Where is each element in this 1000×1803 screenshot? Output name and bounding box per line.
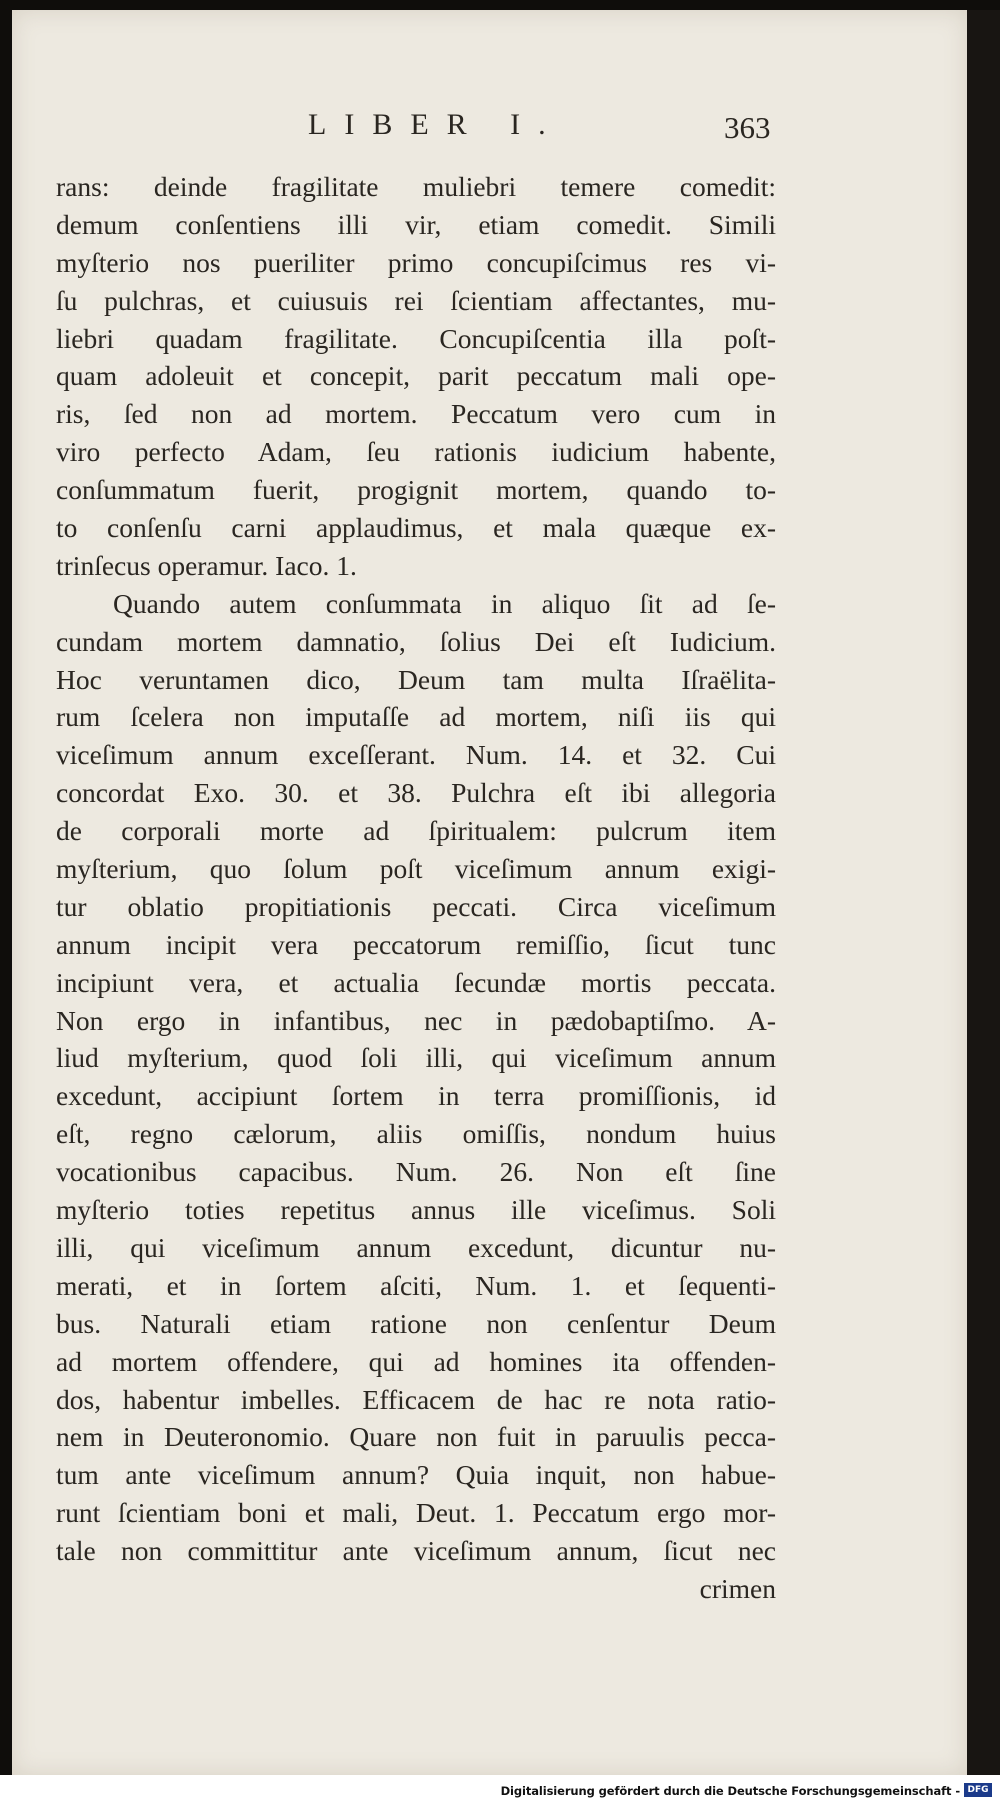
- catchword: crimen: [699, 1572, 776, 1604]
- text-line: merati, et in ſortem aſciti, Num. 1. et ſequenti-: [56, 1269, 776, 1301]
- text-line: myſterio nos pueriliter primo concupiſcimus res vi-: [56, 246, 776, 278]
- text-line: de corporali morte ad ſpiritualem: pulcrum item: [56, 815, 776, 847]
- book-edge: [967, 10, 1000, 1775]
- text-line: viceſimum annum exceſſerant. Num. 14. et 32. Cui: [56, 739, 776, 771]
- text-line: to conſenſu carni applaudimus, et mala quæque ex-: [56, 512, 776, 544]
- text-line: rans: deinde fragilitate muliebri temere comedit:: [56, 171, 776, 202]
- text-line: illi, qui viceſimum annum excedunt, dicuntur nu-: [56, 1231, 776, 1263]
- text-line: tale non committitur ante viceſimum annum, ſicut nec: [56, 1535, 776, 1567]
- text-line: cundam mortem damnatio, ſolius Dei eſt Iudicium.: [56, 625, 776, 657]
- text-line: viro perfecto Adam, ſeu rationis iudicium habente,: [56, 436, 776, 468]
- funding-credit: Digitalisierung gefördert durch die Deutsche Forschungsgemeinschaft -: [500, 1784, 960, 1798]
- text-line: runt ſcientiam boni et mali, Deut. 1. Peccatum ergo mor-: [56, 1497, 776, 1529]
- text-line: eſt, regno cælorum, aliis omiſſis, nondum huius: [56, 1118, 776, 1150]
- text-line: concordat Exo. 30. et 38. Pulchra eſt ibi allegoria: [56, 777, 776, 809]
- text-line: nem in Deuteronomio. Quare non fuit in paruulis pecca-: [56, 1421, 776, 1453]
- text-line: bus. Naturali etiam ratione non cenſentur Deum: [56, 1307, 776, 1339]
- text-line: rum ſcelera non imputaſſe ad mortem, niſi iis qui: [56, 701, 776, 733]
- text-line: dos, habentur imbelles. Efficacem de hac re nota ratio-: [56, 1383, 776, 1415]
- text-line: incipiunt vera, et actualia ſecundæ mortis peccata.: [56, 966, 776, 998]
- text-line: quam adoleuit et concepit, parit peccatum mali ope-: [56, 360, 776, 392]
- page-number: 363: [724, 110, 771, 145]
- text-line: Non ergo in infantibus, nec in pædobaptiſmo. A-: [56, 1004, 776, 1036]
- text-line: Hoc veruntamen dico, Deum tam multa Iſraëlita-: [56, 663, 776, 695]
- text-line: trinſecus operamur. Iaco. 1.: [56, 549, 357, 581]
- text-line: ris, ſed non ad mortem. Peccatum vero cum in: [56, 398, 776, 430]
- text-line: liud myſterium, quod ſoli illi, qui viceſimum annum: [56, 1042, 776, 1074]
- text-line: annum incipit vera peccatorum remiſſio, ſicut tunc: [56, 928, 776, 960]
- text-line: ſu pulchras, et cuiusuis rei ſcientiam affectantes, mu-: [56, 284, 776, 316]
- text-line: demum conſentiens illi vir, etiam comedit. Simili: [56, 208, 776, 240]
- text-line: tur oblatio propitiationis peccati. Circa viceſimum: [56, 890, 776, 922]
- text-line: vocationibus capacibus. Num. 26. Non eſt ſine: [56, 1156, 776, 1188]
- dfg-logo: DFG: [964, 1783, 992, 1797]
- text-line: ad mortem offendere, qui ad homines ita offenden-: [56, 1345, 776, 1377]
- text-line: Quando autem conſummata in aliquo ſit ad ſe-: [113, 587, 776, 619]
- text-line: tum ante viceſimum annum? Quia inquit, non habue-: [56, 1459, 776, 1491]
- text-line: conſummatum fuerit, progignit mortem, quando to-: [56, 474, 776, 506]
- running-title: LIBER I.: [308, 108, 564, 141]
- text-line: liebri quadam fragilitate. Concupiſcentia illa poſt-: [56, 322, 776, 354]
- text-line: excedunt, accipiunt ſortem in terra promiſſionis, id: [56, 1080, 776, 1112]
- body-text: [56, 168, 776, 1608]
- text-line: myſterio toties repetitus annus ille viceſimus. Soli: [56, 1194, 776, 1226]
- text-line: myſterium, quo ſolum poſt viceſimum annum exigi-: [56, 853, 776, 885]
